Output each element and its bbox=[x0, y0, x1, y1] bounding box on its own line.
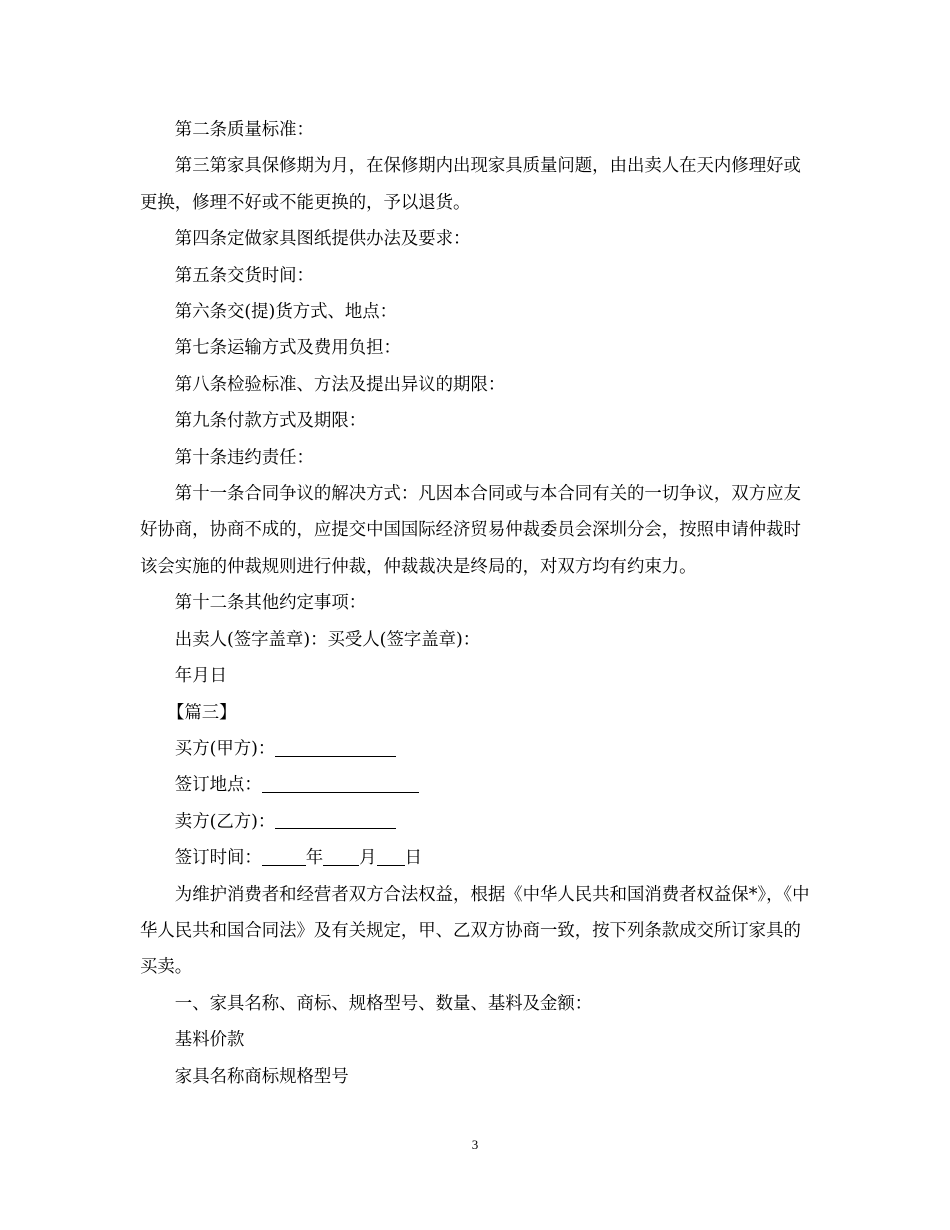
sign-time-label: 签订时间： bbox=[174, 848, 262, 869]
seller-label: 卖方(乙方)： bbox=[174, 811, 276, 832]
sign-place-field bbox=[140, 767, 812, 803]
day-blank bbox=[377, 847, 405, 865]
buyer-field bbox=[140, 731, 812, 767]
section-heading bbox=[140, 695, 812, 731]
day-label: 日 bbox=[404, 848, 422, 869]
clause-2-quality: 第二条质量标准： bbox=[174, 120, 314, 140]
clause-6-delivery-method: 第六条交(提)货方式、地点： bbox=[174, 302, 398, 323]
date-line: 年月日 bbox=[174, 666, 227, 687]
clause-9-payment: 第九条付款方式及期限： bbox=[174, 411, 367, 432]
clause-5-delivery-time: 第五条交货时间： bbox=[174, 265, 314, 286]
buyer-blank bbox=[275, 738, 396, 756]
clause-12-other: 第十二条其他约定事项： bbox=[174, 593, 367, 614]
clause-7-transport: 第七条运输方式及费用负担： bbox=[174, 338, 401, 359]
year-blank bbox=[262, 847, 306, 865]
sign-time-field bbox=[140, 840, 812, 876]
sign-place-label: 签订地点： bbox=[174, 775, 262, 796]
year-label: 年 bbox=[305, 848, 324, 869]
document-body bbox=[140, 112, 812, 1095]
seller-field bbox=[140, 804, 812, 840]
clause-11-dispute: 第十一条合同争议的解决方式：凡因本合同或与本合同有关的一切争议，双方应友好协商，协商不成的，应提交中国国际经济贸易仲裁委员会深圳分会，按照申请仲裁时该会实施的仲裁规则进行仲裁，仲裁裁决是终局的，对双方均有约束力。 bbox=[140, 484, 801, 577]
clause-3-warranty: 第三第家具保修期为月，在保修期内出现家具质量问题，由出卖人在天内修理好或更换，修理不好或不能更换的，予以退货。 bbox=[140, 156, 801, 213]
clause-10-liability: 第十条违约责任： bbox=[174, 447, 314, 468]
preamble: 为维护消费者和经营者双方合法权益，根据《中华人民共和国消费者权益保*》，《中华人民共和国合同法》及有关规定，甲、乙双方协商一致，按下列条款成交所订家具的买卖。 bbox=[140, 884, 810, 978]
sign-place-blank bbox=[262, 775, 419, 793]
clause-4-drawings: 第四条定做家具图纸提供办法及要求： bbox=[174, 229, 471, 250]
table-header-items: 家具名称商标规格型号 bbox=[174, 1066, 349, 1087]
table-header-price: 基料价款 bbox=[174, 1030, 245, 1051]
item-1-heading: 一、家具名称、商标、规格型号、数量、基料及金额： bbox=[174, 993, 593, 1014]
month-blank bbox=[323, 847, 359, 865]
signature-line: 出卖人(签字盖章)：买受人(签字盖章)： bbox=[174, 629, 481, 650]
clause-8-inspection: 第八条检验标准、方法及提出异议的期限： bbox=[174, 374, 506, 395]
section-heading-text: 【篇三】 bbox=[166, 702, 237, 723]
month-label: 月 bbox=[359, 848, 377, 869]
page-number: 3 bbox=[471, 1137, 479, 1152]
buyer-label: 买方(甲方)： bbox=[174, 738, 276, 759]
seller-blank bbox=[275, 811, 396, 829]
